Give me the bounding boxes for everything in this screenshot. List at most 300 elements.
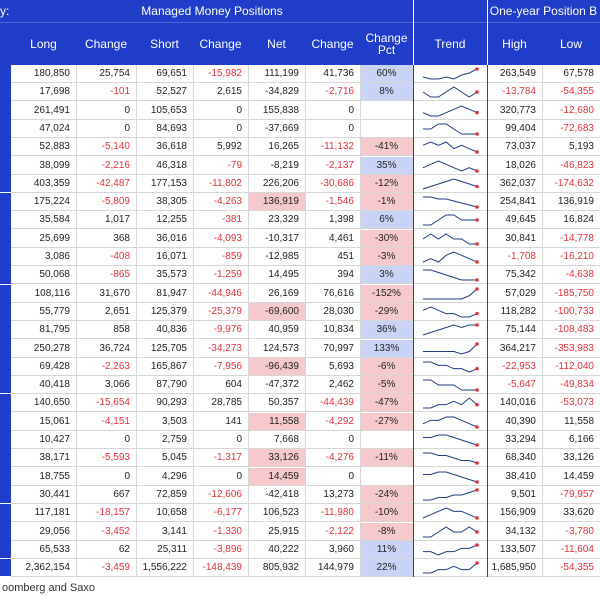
high-cell: 99,404 (505, 122, 536, 134)
left-col-header (0, 22, 11, 65)
low-cell: -54,355 (560, 562, 594, 574)
low-cell: -54,355 (560, 86, 594, 98)
short-change-cell: 0 (236, 470, 242, 482)
low-cell: -12,680 (560, 104, 594, 116)
header-separator (413, 0, 414, 65)
net-change-cell: -4,276 (325, 452, 354, 464)
left-group-title: y: (0, 4, 10, 18)
col-net-label: Net (267, 37, 286, 51)
long-cell: 17,698 (39, 86, 70, 98)
long-cell: 3,086 (44, 251, 70, 262)
net-cell: 124,573 (262, 342, 299, 354)
high-cell: 34,132 (505, 525, 536, 537)
short-change-cell: -11,802 (208, 177, 242, 189)
trend-sparkline (413, 468, 487, 485)
trend-line (423, 69, 477, 79)
long-cell: 10,427 (39, 434, 70, 445)
short-change-cell: -4,263 (213, 196, 242, 208)
col-header-change-short[interactable] (193, 22, 248, 65)
low-cell: -46,823 (560, 159, 594, 171)
trend-last-point (475, 67, 479, 71)
long-cell: 69,428 (39, 360, 70, 372)
trend-line (423, 87, 477, 97)
net-change-cell: 451 (337, 251, 354, 262)
change-pct-cell: -8% (360, 523, 413, 540)
low-cell: 67,578 (563, 68, 594, 79)
short-change-cell: -15,982 (208, 68, 242, 79)
long-cell: 30,441 (39, 488, 70, 500)
long-change-cell: 62 (118, 543, 130, 555)
long-cell: 108,116 (34, 287, 70, 299)
short-change-cell: -381 (221, 214, 242, 226)
short-change-cell: -6,177 (213, 507, 242, 519)
trend-last-point (475, 184, 479, 188)
trend-line (423, 161, 477, 171)
long-change-cell: 1,017 (104, 214, 130, 226)
trend-sparkline (413, 559, 487, 576)
trend-last-point (475, 461, 479, 465)
net-cell: -10,317 (265, 232, 299, 244)
trend-sparkline (413, 248, 487, 265)
col-header-high[interactable] (487, 22, 542, 65)
high-cell: 133,507 (499, 543, 536, 555)
net-change-cell: 3,960 (328, 543, 354, 555)
net-cell: 26,169 (268, 287, 299, 299)
short-cell: 81,947 (156, 287, 187, 299)
net-change-cell: 2,462 (328, 379, 354, 391)
trend-sparkline (413, 230, 487, 247)
change-pct-cell: -152% (360, 285, 413, 302)
trend-line (423, 106, 477, 116)
col-change-label: Change (84, 37, 128, 51)
short-change-cell: 5,992 (216, 141, 242, 153)
change-pct-cell: -11% (360, 449, 413, 466)
col-change-net-label: Change (311, 37, 354, 51)
short-change-cell: -1,259 (213, 269, 242, 281)
net-change-cell: 5,693 (328, 360, 354, 372)
long-cell: 15,061 (39, 415, 70, 427)
net-change-cell: 41,736 (323, 68, 354, 79)
trend-last-point (475, 323, 479, 327)
trend-sparkline (413, 394, 487, 411)
trend-line (423, 142, 477, 152)
change-pct-cell: 35% (360, 157, 413, 174)
net-cell: -96,439 (248, 358, 305, 375)
column-gridline (193, 65, 194, 577)
low-cell: -185,750 (554, 287, 594, 299)
low-cell: -16,210 (560, 251, 594, 262)
change-pct-cell: -6% (360, 358, 413, 375)
short-change-cell: -79 (227, 159, 242, 171)
col-header-change-net[interactable] (305, 22, 360, 65)
net-change-cell: -1,546 (325, 196, 354, 208)
high-cell: 75,342 (505, 269, 536, 281)
low-cell: -100,733 (554, 305, 594, 317)
change-pct-cell: -1% (360, 193, 413, 210)
short-cell: 5,045 (161, 452, 187, 464)
trend-last-point (475, 219, 479, 223)
high-cell: 156,909 (499, 507, 536, 519)
short-cell: 3,503 (161, 415, 187, 427)
net-cell: -8,219 (270, 159, 299, 171)
net-change-cell: 394 (337, 269, 354, 281)
short-change-cell: 28,785 (211, 397, 242, 409)
trend-line (423, 289, 477, 299)
long-change-cell: -408 (109, 251, 130, 262)
net-change-cell: 1,398 (328, 214, 354, 226)
trend-line (423, 252, 477, 262)
short-cell: 2,759 (161, 434, 187, 445)
short-cell: 35,573 (156, 269, 187, 281)
trend-line (423, 508, 477, 518)
net-cell: -12,985 (265, 251, 299, 262)
header-separator (487, 0, 488, 65)
short-cell: 10,658 (156, 507, 187, 519)
short-change-cell: 0 (236, 122, 242, 134)
trend-line (423, 435, 477, 445)
col-short-label: Short (150, 37, 179, 51)
long-cell: 81,795 (39, 324, 70, 336)
low-cell: -3,780 (565, 525, 594, 537)
col-header-short[interactable] (136, 22, 193, 65)
low-cell: -112,040 (555, 360, 594, 372)
long-change-cell: -2,216 (101, 159, 130, 171)
trend-line (423, 398, 477, 408)
short-cell: 3,141 (161, 525, 187, 537)
col-change-short-label: Change (199, 37, 242, 51)
long-change-cell: -2,263 (101, 360, 130, 372)
net-cell: 25,915 (268, 525, 299, 537)
short-change-cell: 604 (225, 379, 242, 391)
trend-column-border (413, 65, 414, 577)
change-pct-cell: 133% (360, 340, 413, 357)
col-header-low[interactable] (542, 22, 600, 65)
high-cell: 30,841 (505, 232, 536, 244)
long-cell: 261,491 (33, 104, 70, 116)
long-change-cell: 0 (124, 434, 130, 445)
long-change-cell: -5,593 (101, 452, 130, 464)
net-cell: 805,932 (262, 562, 299, 574)
row-group-marker (0, 285, 11, 394)
short-change-cell: -25,379 (208, 305, 242, 317)
net-cell: 14,459 (248, 468, 305, 485)
long-change-cell: 0 (124, 104, 130, 116)
change-pct-cell: -41% (360, 138, 413, 155)
long-cell: 47,024 (39, 122, 70, 134)
high-cell: 254,841 (499, 196, 536, 208)
high-cell: 1,685,950 (491, 562, 536, 574)
low-cell: 16,824 (563, 214, 594, 226)
short-change-cell: 141 (225, 415, 242, 427)
net-change-cell: -11,980 (320, 507, 354, 519)
change-pct-cell: -24% (360, 486, 413, 503)
long-cell: 175,224 (33, 196, 70, 208)
trend-column-border (487, 65, 488, 577)
long-change-cell: 36,724 (99, 342, 130, 354)
long-cell: 25,699 (39, 232, 70, 244)
change-pct-cell: 60% (360, 65, 413, 82)
low-cell: 33,126 (563, 452, 594, 464)
short-change-cell: -12,606 (208, 488, 242, 500)
long-change-cell: -42,487 (96, 177, 130, 189)
trend-last-point (475, 260, 479, 264)
row-group-marker (0, 504, 11, 558)
row-group-marker (0, 559, 11, 576)
change-pct-cell: -12% (360, 175, 413, 192)
long-cell: 403,359 (33, 177, 70, 189)
low-cell: -14,778 (560, 232, 594, 244)
trend-sparkline (413, 157, 487, 174)
change-pct-cell (360, 120, 413, 137)
short-cell: 105,653 (150, 104, 187, 116)
low-cell: 5,193 (568, 141, 594, 153)
row-group-marker (0, 193, 11, 284)
col-long-label: Long (30, 37, 57, 51)
net-cell: 33,126 (248, 449, 305, 466)
change-pct-cell: 36% (360, 321, 413, 338)
long-change-cell: -3,452 (101, 525, 130, 537)
col-change-pct-line2: Pct (377, 43, 396, 57)
net-cell: -34,829 (265, 86, 299, 98)
high-cell: 57,029 (505, 287, 536, 299)
trend-last-point (475, 543, 479, 547)
col-header-change-pct[interactable] (360, 22, 413, 65)
col-header-change[interactable] (76, 22, 136, 65)
long-change-cell: -5,809 (101, 196, 130, 208)
net-change-cell: 28,030 (323, 305, 354, 317)
high-cell: 75,144 (505, 324, 536, 336)
trend-sparkline (413, 541, 487, 558)
short-change-cell: -148,439 (202, 562, 242, 574)
trend-line (423, 563, 477, 573)
long-change-cell: 0 (124, 122, 130, 134)
change-pct-cell: -10% (360, 504, 413, 521)
short-change-cell: -7,956 (213, 360, 242, 372)
net-cell: 7,668 (273, 434, 299, 445)
trend-line (423, 490, 477, 500)
high-cell: 33,294 (505, 434, 536, 445)
high-cell: 38,410 (505, 470, 536, 482)
col-low-label: Low (559, 37, 582, 51)
net-cell: -37,669 (265, 122, 299, 134)
trend-last-point (475, 205, 479, 209)
net-change-cell: 0 (348, 104, 354, 116)
net-cell: -69,600 (248, 303, 305, 320)
long-cell: 29,056 (39, 525, 70, 537)
net-change-cell: -44,439 (320, 397, 354, 409)
net-cell: 14,495 (268, 269, 299, 281)
trend-line (423, 380, 477, 390)
trend-line (423, 417, 477, 427)
long-cell: 140,650 (33, 397, 70, 409)
trend-line (423, 307, 477, 317)
trend-sparkline (413, 211, 487, 228)
trend-sparkline (413, 83, 487, 100)
col-trend-label: Trend (434, 37, 466, 51)
trend-last-point (475, 287, 479, 291)
short-cell: 38,305 (156, 196, 187, 208)
long-change-cell: 0 (124, 470, 130, 482)
long-change-cell: 3,066 (104, 379, 130, 391)
short-cell: 36,618 (156, 141, 187, 153)
high-cell: -22,953 (502, 360, 536, 372)
trend-last-point (475, 132, 479, 136)
trend-line (423, 545, 477, 555)
short-cell: 177,153 (150, 177, 187, 189)
high-cell: 18,026 (505, 159, 536, 171)
net-change-cell: 0 (348, 434, 354, 445)
short-cell: 69,651 (156, 68, 187, 79)
long-change-cell: -101 (109, 86, 130, 98)
short-change-cell: -1,317 (213, 452, 242, 464)
net-change-cell: 70,997 (323, 342, 354, 354)
trend-sparkline (413, 193, 487, 210)
low-cell: 6,166 (568, 434, 594, 445)
trend-sparkline (413, 65, 487, 82)
net-cell: 11,558 (248, 413, 305, 430)
long-cell: 50,068 (39, 269, 70, 281)
trend-last-point (475, 242, 479, 246)
long-cell: 18,755 (39, 470, 70, 482)
low-cell: -174,632 (554, 177, 594, 189)
long-cell: 40,418 (39, 379, 70, 391)
trend-last-point (475, 388, 479, 392)
high-cell: 68,340 (505, 452, 536, 464)
net-change-cell: -2,716 (325, 86, 354, 98)
net-cell: 111,199 (264, 68, 299, 79)
row-group-marker (0, 65, 11, 192)
short-cell: 40,836 (156, 324, 187, 336)
net-cell: 40,959 (268, 324, 299, 336)
net-cell: -47,372 (265, 379, 299, 391)
trend-last-point (475, 488, 479, 492)
low-cell: 11,558 (564, 415, 594, 427)
short-cell: 84,693 (156, 122, 187, 134)
low-cell: -49,834 (560, 379, 594, 391)
trend-sparkline (413, 120, 487, 137)
long-change-cell: -18,157 (96, 507, 130, 519)
high-cell: -1,708 (507, 251, 536, 262)
trend-last-point (475, 312, 479, 316)
net-change-cell: 10,834 (323, 324, 354, 336)
short-cell: 46,318 (156, 159, 187, 171)
managed-money-group-header (11, 0, 413, 22)
trend-sparkline (413, 376, 487, 393)
long-change-cell: -865 (109, 269, 130, 281)
long-cell: 117,181 (34, 507, 70, 519)
long-change-cell: -4,151 (101, 415, 130, 427)
trend-sparkline (413, 138, 487, 155)
trend-last-point (475, 90, 479, 94)
col-change-pct-line1: Change (365, 31, 408, 45)
low-cell: -4,638 (565, 269, 594, 281)
column-gridline (136, 65, 137, 577)
high-cell: 9,501 (510, 488, 536, 500)
long-change-cell: -5,140 (101, 141, 130, 153)
net-change-cell: 0 (348, 470, 354, 482)
short-cell: 1,556,222 (142, 562, 187, 574)
trend-last-point (475, 443, 479, 447)
long-cell: 55,779 (39, 305, 70, 317)
change-pct-cell: -47% (360, 394, 413, 411)
trend-last-point (475, 150, 479, 154)
low-cell: -53,073 (560, 397, 594, 409)
short-change-cell: -9,976 (213, 324, 242, 336)
trend-last-point (475, 530, 479, 534)
short-change-cell: -3,896 (213, 543, 242, 555)
net-change-cell: 76,616 (323, 287, 354, 299)
net-change-cell: -11,132 (320, 141, 354, 153)
short-cell: 12,255 (156, 214, 187, 226)
column-gridline (360, 65, 361, 577)
change-pct-cell: 3% (360, 266, 413, 283)
trend-last-point (475, 561, 479, 565)
high-cell: 49,645 (505, 214, 536, 226)
short-cell: 87,790 (156, 379, 187, 391)
change-pct-cell: -27% (360, 413, 413, 430)
net-cell: 136,919 (248, 193, 305, 210)
short-cell: 25,311 (157, 543, 187, 555)
one-year-title: One-year Position B (489, 4, 598, 18)
column-gridline (305, 65, 306, 577)
net-change-cell: -30,686 (320, 177, 354, 189)
net-change-cell: -2,122 (325, 525, 354, 537)
net-cell: 226,206 (262, 177, 299, 189)
trend-last-point (475, 110, 479, 114)
trend-sparkline (413, 102, 487, 119)
long-change-cell: 2,651 (104, 305, 130, 317)
trend-sparkline (413, 175, 487, 192)
long-cell: 65,533 (39, 543, 70, 555)
net-cell: 50,357 (268, 397, 299, 409)
low-cell: -11,604 (560, 543, 594, 555)
high-cell: 40,390 (505, 415, 536, 427)
short-cell: 125,379 (150, 305, 187, 317)
net-cell: 40,222 (268, 543, 299, 555)
short-change-cell: -44,946 (208, 287, 242, 299)
trend-last-point (475, 367, 479, 371)
low-cell: -72,683 (560, 122, 594, 134)
trend-sparkline (413, 303, 487, 320)
change-pct-cell: 11% (360, 541, 413, 558)
trend-sparkline (413, 321, 487, 338)
high-cell: 140,016 (499, 397, 536, 409)
net-change-cell: 0 (348, 122, 354, 134)
trend-sparkline (413, 523, 487, 540)
change-pct-cell: 8% (360, 83, 413, 100)
trend-line (423, 215, 477, 225)
trend-last-point (475, 480, 479, 484)
trend-last-point (475, 169, 479, 173)
change-pct-cell: 22% (360, 559, 413, 576)
col-header-net[interactable] (248, 22, 305, 65)
long-cell: 250,278 (33, 342, 70, 354)
change-pct-cell: -29% (360, 303, 413, 320)
trend-line (423, 234, 477, 244)
short-cell: 72,859 (156, 488, 187, 500)
long-cell: 38,171 (39, 452, 70, 464)
col-header-long[interactable] (11, 22, 76, 65)
change-pct-cell: 6% (360, 211, 413, 228)
trend-line (423, 472, 477, 482)
col-header-trend[interactable] (413, 22, 487, 65)
trend-line (423, 179, 477, 189)
low-cell: -79,957 (560, 488, 594, 500)
managed-money-title: Managed Money Positions (141, 4, 283, 18)
short-cell: 4,296 (161, 470, 187, 482)
short-change-cell: -34,273 (208, 342, 242, 354)
short-cell: 90,293 (156, 397, 187, 409)
